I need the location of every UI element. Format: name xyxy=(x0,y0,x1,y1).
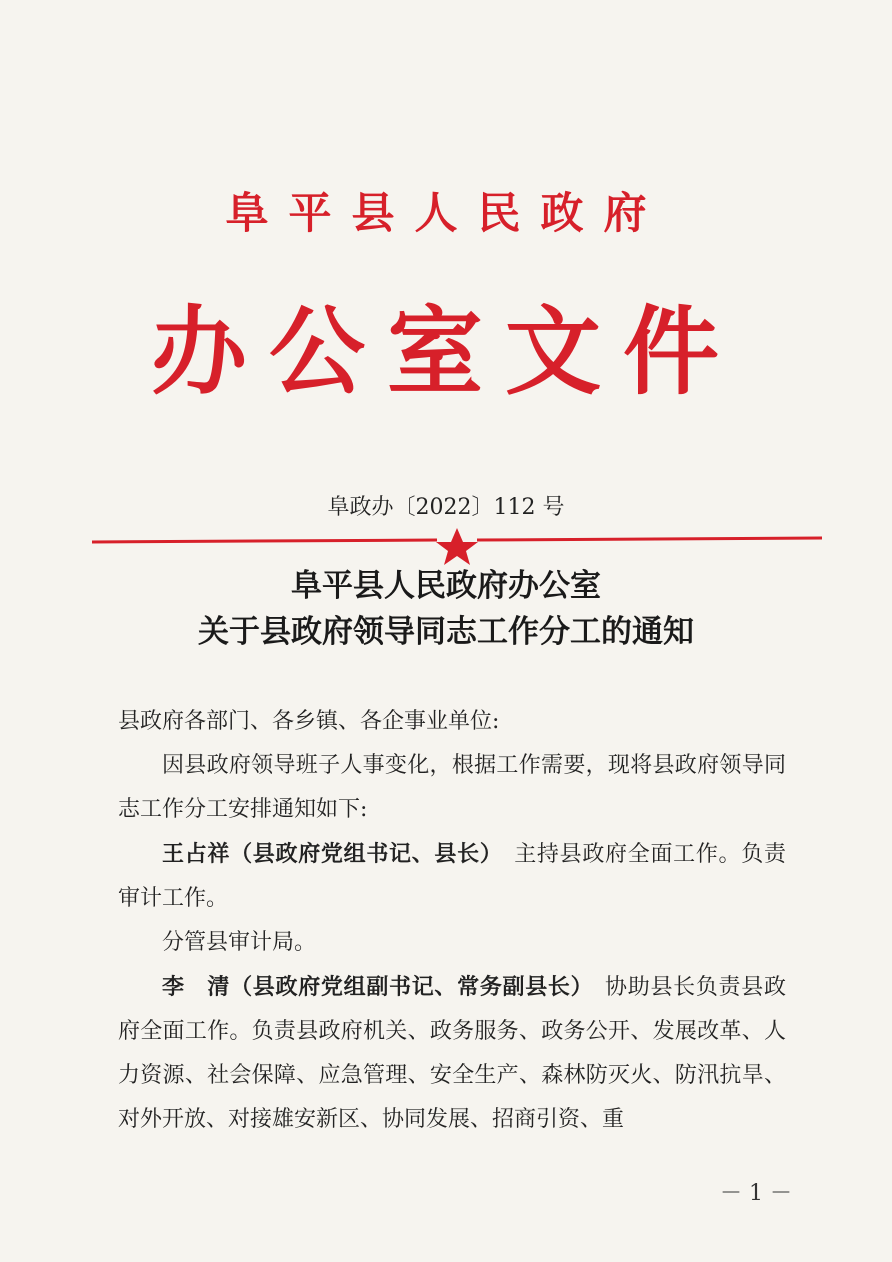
issuing-organization: 阜平县人民政府 xyxy=(225,189,667,239)
notice-title xyxy=(0,563,892,655)
document-number: 阜政办〔2022〕112 号 xyxy=(327,495,565,520)
notice-title-line2: 关于县政府领导同志工作分工的通知 xyxy=(198,614,694,650)
page-number: － 1 － xyxy=(720,1181,792,1206)
leader1-duty: 主持县政府全面工作。负责审计工作。 xyxy=(118,842,786,911)
notice-body xyxy=(118,700,786,1142)
leader2-duty: 协助县长负责县政府全面工作。负责县政府机关、政务服务、政务公开、发展改革、人力资源、社会保障、应急管理、安全生产、森林防灭火、防汛抗旱、对外开放、对接雄安新区、协同发展、招商引资、重 xyxy=(118,975,786,1132)
notice-title-line1: 阜平县人民政府办公室 xyxy=(291,568,601,604)
addressee: 县政府各部门、各乡镇、各企事业单位: xyxy=(118,709,500,734)
leader1-manage: 分管县审计局。 xyxy=(162,930,317,955)
red-divider-with-star xyxy=(92,526,822,566)
leader2-paragraph xyxy=(118,965,786,1142)
leader1-name: 王占祥（县政府党组书记、县长） xyxy=(162,841,492,867)
document-type-heading: 办公室文件 xyxy=(151,295,741,408)
leader1-paragraph xyxy=(118,832,786,921)
intro-paragraph: 因县政府领导班子人事变化，根据工作需要，现将县政府领导同志工作分工安排通知如下: xyxy=(118,753,786,822)
leader2-name: 李 清（县政府党组副书记、常务副县长） xyxy=(162,974,583,1000)
divider-line-left xyxy=(92,540,437,542)
star-icon xyxy=(436,528,478,565)
divider-line-right xyxy=(477,538,822,540)
